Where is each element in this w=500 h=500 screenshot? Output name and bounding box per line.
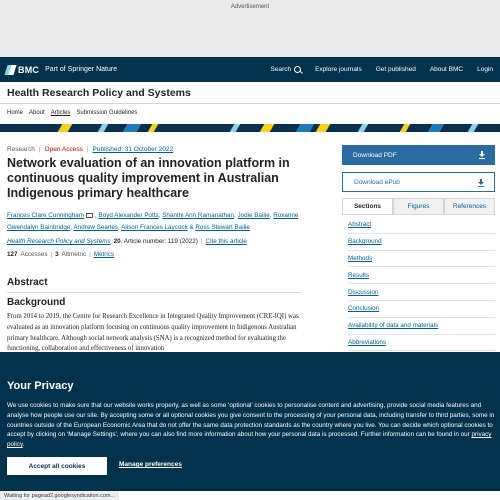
bmc-header: [0, 57, 500, 82]
list-item: [348, 301, 495, 318]
tab-figures[interactable]: Figures: [393, 198, 444, 214]
journal-nav: [7, 110, 143, 116]
published-date-link[interactable]: Published: 31 October 2022: [92, 146, 174, 153]
journal-nav-home[interactable]: Home: [7, 110, 24, 116]
download-epub-label: Download ePub: [354, 178, 400, 186]
download-epub-button[interactable]: [342, 172, 495, 192]
cookie-banner-title: Your Privacy: [7, 380, 74, 392]
section-link-abstract[interactable]: Abstract: [348, 221, 372, 229]
author-link[interactable]: Jodie Bailie: [237, 212, 270, 219]
bmc-logo[interactable]: [6, 65, 117, 75]
get-published-link[interactable]: Get published: [375, 66, 416, 73]
privacy-policy-link[interactable]: privacy policy: [7, 431, 492, 449]
accesses-label: Accesses: [20, 251, 48, 258]
journal-header: [0, 82, 500, 104]
download-icon: [478, 179, 484, 187]
metrics-link[interactable]: Metrics: [93, 251, 115, 258]
list-item: [348, 284, 495, 301]
bmc-tagline: Part of Springer Nature: [45, 66, 118, 73]
section-link-conclusion[interactable]: Conclusion: [348, 305, 380, 313]
tab-sections[interactable]: Sections: [342, 198, 393, 214]
browser-status-bar: Waiting for pagead2.googlesyndication.com...: [0, 491, 119, 500]
volume-number: 20: [113, 238, 121, 245]
cookie-banner-text: We use cookies to make sure that our website works properly, as well as some ‘optional’ cookies to personalise content and advertising, provide social media features and analyse how people use our site. By accepting some or all optional cookies you give consent to the processing of your personal data, including transfer to third parties, some in countries outside of the European Economic Area that do not offer the same data protection standards as the country where you live. You can decide which optional cookies to accept by clicking on ‘Manage Settings’, where you can also find more information about how your personal data is processed. Further information can be found in our privacy policy.: [7, 402, 495, 449]
decorative-stripe: [0, 124, 500, 132]
list-item: [348, 318, 495, 335]
list-item: [348, 234, 495, 251]
bmc-nav: [264, 66, 500, 73]
bmc-brand: BMC: [18, 64, 40, 75]
cookie-banner: [0, 352, 500, 491]
mail-icon[interactable]: [86, 213, 93, 218]
author-link[interactable]: Roxanne Gwendalyn Bainbridge: [7, 212, 299, 231]
author-link[interactable]: Andrew Searles: [73, 224, 118, 231]
author-link[interactable]: Boyd Alexander Potts: [98, 212, 159, 219]
journal-nav-about[interactable]: About: [29, 110, 45, 116]
journal-citation-link[interactable]: Health Research Policy and Systems: [7, 238, 111, 245]
open-access-badge: Open Access: [44, 146, 83, 153]
sidebar-tabs: [342, 198, 495, 215]
citation-line: Health Research Policy and Systems 20, Article number: 119 (2022) | Cite this article: [7, 238, 247, 245]
bmc-logo-icon: [6, 65, 16, 75]
download-pdf-button[interactable]: [342, 145, 495, 165]
advertisement-area: [0, 0, 500, 57]
author-link[interactable]: Alison Frances Laycock: [121, 224, 188, 231]
section-link-methods[interactable]: Methods: [348, 254, 373, 262]
download-pdf-label: Download PDF: [353, 151, 397, 159]
article-metrics: 127 Accesses | 3 Altmetric | Metrics: [7, 251, 115, 258]
sections-list: [348, 217, 495, 351]
section-link-background[interactable]: Background: [348, 238, 382, 246]
author-list: Frances Clare Cunningham , Boyd Alexander Potts, Shanthi Ann Ramanathan, Jodie Bailie, Roxanne Gwendalyn Bainbridge, Andrew Searles, Alison Frances Laycock & Ross Stewart Bailie: [7, 212, 299, 231]
list-item: [348, 335, 495, 352]
download-icon: [479, 151, 485, 159]
section-link-results[interactable]: Results: [348, 271, 369, 279]
author-link[interactable]: Ross Stewart Bailie: [195, 224, 250, 231]
article-type: Research: [7, 146, 35, 153]
journal-title[interactable]: Health Research Policy and Systems: [7, 87, 191, 99]
section-divider: [7, 292, 302, 293]
explore-journals-link[interactable]: Explore journals: [315, 66, 362, 73]
manage-preferences-link[interactable]: Manage preferences: [119, 461, 182, 468]
author-link[interactable]: Frances Clare Cunningham: [7, 212, 84, 219]
advertisement-label: Advertisement: [230, 4, 270, 10]
search-button[interactable]: [264, 66, 309, 73]
accesses-count: 127: [7, 251, 18, 258]
background-paragraph: From 2014 to 2019, the Centre for Research Excellence in Integrated Quality Improvement (CRE-IQI) was evaluated as an innovation platform focusing on continuous quality improvement in Indigenous Australian primary healthcare. Although social network analysis (SNA) is a recognized method for evaluating the functioning, collaboration and effectiveness of innovation: [7, 313, 299, 353]
author-link[interactable]: Shanthi Ann Ramanathan: [162, 212, 234, 219]
article-meta: Research | Open Access | Published: 31 October 2022: [7, 146, 174, 153]
list-item: [348, 267, 495, 284]
journal-nav-articles[interactable]: Articles: [50, 110, 71, 116]
cite-this-article-link[interactable]: Cite this article: [205, 238, 247, 245]
list-item: [348, 217, 495, 234]
section-link-abbreviations[interactable]: Abbreviations: [348, 338, 387, 346]
journal-nav-submission-guidelines[interactable]: Submission Guidelines: [76, 110, 138, 116]
altmetric-label: Altmetric: [61, 251, 87, 258]
article-title: Network evaluation of an innovation platform in continuous quality improvement in Australian Indigenous primary healthcare: [7, 156, 290, 200]
search-label: Search: [270, 66, 292, 73]
altmetric-count: 3: [55, 251, 59, 258]
section-link-discussion[interactable]: Discussion: [348, 288, 379, 296]
about-bmc-link[interactable]: About BMC: [429, 66, 464, 73]
article-number: , Article number: 119 (2022): [120, 238, 198, 245]
abstract-heading: Abstract: [7, 277, 48, 288]
section-link-availability[interactable]: Availability of data and materials: [348, 322, 439, 330]
background-heading: Background: [7, 297, 66, 308]
login-link[interactable]: Login: [477, 66, 493, 73]
search-icon: [294, 66, 301, 73]
list-item: [348, 251, 495, 268]
tab-references[interactable]: References: [444, 198, 495, 214]
accept-all-cookies-button[interactable]: Accept all cookies: [7, 457, 107, 475]
